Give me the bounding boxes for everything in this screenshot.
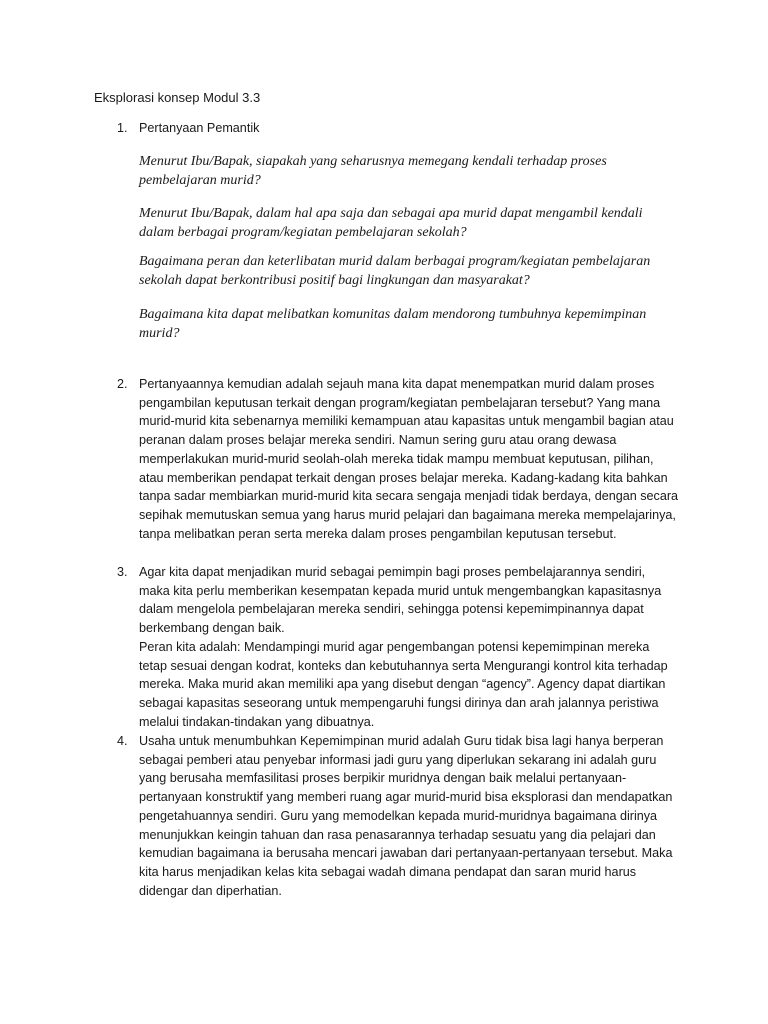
guiding-question-1: Menurut Ibu/Bapak, siapakah yang seharusnya memegang kendali terhadap proses pembelajaran murid? (139, 154, 607, 188)
list-item-body (139, 375, 679, 543)
list-item-body (139, 563, 679, 731)
list-number: 2. (117, 377, 128, 391)
paragraph: Pertanyaannya kemudian adalah sejauh mana kita dapat menempatkan murid dalam proses pengambilan keputusan terkait dengan program/kegiatan pembelajaran tersebut? Yang mana murid-murid kita sebenarnya memiliki kemampuan atau kapasitas untuk mengambil bagian atau peranan dalam proses belajar mereka sendiri. Namun sering guru atau orang dewasa memperlakukan murid-murid seolah-olah mereka tidak mampu membuat keputusan, pilihan, atau memberikan pendapat terkait dengan proses belajar mereka. Kadang-kadang kita bahkan tanpa sadar membiarkan murid-murid kita secara sengaja menjadi tidak berdaya, dengan secara sepihak memutuskan semua yang harus murid pelajari dan bagaimana mereka mempelajarinya, tanpa melibatkan peran serta mereka dalam proses pengambilan keputusan tersebut. (139, 377, 679, 541)
paragraph: Agar kita dapat menjadikan murid sebagai pemimpin bagi proses pembelajarannya sendiri, maka kita perlu memberikan kesempatan kepada murid untuk mengembangkan kapasitasnya dalam mengelola pembelajaran mereka sendiri, sehingga potensi kepemimpinannya dapat berkembang dengan baik. (139, 565, 662, 636)
paragraph: Peran kita adalah: Mendampingi murid agar pengembangan potensi kepemimpinan mereka tetap sesuai dengan kodrat, konteks dan kebutuhannya serta Mengurangi kontrol kita terhadap mereka. Maka murid akan memiliki apa yang disebut dengan “agency”. Agency dapat diartikan sebagai kapasitas seseorang untuk mempengaruhi fungsi dirinya dan arah jalannya peristiwa melalui tindakan-tindakan yang dibuatnya. (139, 639, 668, 729)
document-title: Eksplorasi konsep Modul 3.3 (94, 90, 261, 105)
guiding-question-2: Menurut Ibu/Bapak, dalam hal apa saja dan sebagai apa murid dapat mengambil kendali dalam berbagai program/kegiatan pembelajaran sekolah? (139, 206, 643, 240)
guiding-question-4: Bagaimana kita dapat melibatkan komunitas dalam mendorong tumbuhnya kepemimpinan murid? (139, 307, 647, 341)
list-number: 1. (117, 121, 128, 135)
list-number: 4. (117, 734, 128, 748)
section-heading: Pertanyaan Pemantik (139, 121, 260, 135)
list-item-body (139, 732, 679, 900)
list-number: 3. (117, 565, 128, 579)
guiding-question-3: Bagaimana peran dan keterlibatan murid dalam berbagai program/kegiatan pembelajaran sekolah dapat berkontribusi positif bagi lingkungan dan masyarakat? (139, 254, 651, 288)
paragraph: Usaha untuk menumbuhkan Kepemimpinan murid adalah Guru tidak bisa lagi hanya berperan sebagai pemberi atau penyebar informasi jadi guru yang diperlukan sekarang ini adalah guru yang berusaha memfasilitasi proses berpikir muridnya dengan baik melalui pertanyaan-pertanyaan konstruktif yang memberi ruang agar murid-murid bisa eksplorasi dan mendapatkan pengetahuannya sendiri. Guru yang memodelkan kepada murid-muridnya bagaimana dirinya menunjukkan keingin tahuan dan rasa penasarannya terhadap sesuatu yang dia pelajari dan kemudian bagaimana ia berusaha mencari jawaban dari pertanyaan-pertanyaan tersebut. Maka kita harus menjadikan kelas kita sebagai wadah dimana pendapat dan saran murid harus didengar dan diperhatian. (139, 734, 673, 898)
